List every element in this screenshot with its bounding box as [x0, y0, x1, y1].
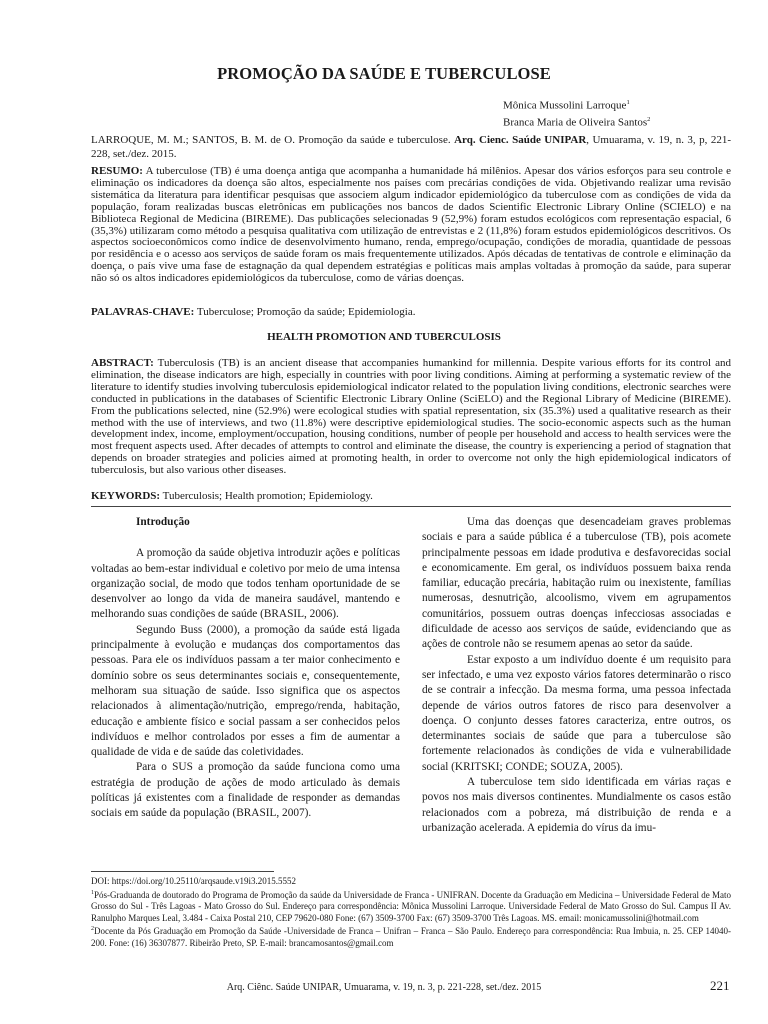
- doi-link[interactable]: DOI: https://doi.org/10.25110/arqsaude.v19i3.2015.5552: [91, 876, 296, 886]
- paragraph: A tuberculose tem sido identificada em várias raças e povos nos mais diversos continentes. Mundialmente os casos estão relacionados com a pobreza, má distribuição de renda e a urbanização acelerada. A epidemia do vírus da imu-: [422, 776, 731, 834]
- palavras-chave: [91, 306, 731, 319]
- section-heading-introducao: Introdução: [136, 516, 190, 528]
- article-title: PROMOÇÃO DA SAÚDE E TUBERCULOSE: [217, 64, 551, 83]
- resumo-label: RESUMO:: [91, 165, 143, 177]
- paragraph: A promoção da saúde objetiva introduzir ações e políticas voltadas ao bem-estar individual e coletivo por meio de uma intensa organização social, de modo que todos tenham oportunidade de se desenvolver ao longo da vida de maneira saudável, mantendo e melhorando suas condições de saúde (BRASIL, 2006).: [91, 547, 400, 621]
- palavras-chave-label: PALAVRAS-CHAVE:: [91, 306, 195, 318]
- left-column: [91, 515, 400, 822]
- paragraph: Segundo Buss (2000), a promoção da saúde está ligada principalmente à evolução e mudanças dos comportamentos das pessoas. Para ele os indivíduos passam a ter maior conhecimento e domínio sobre os seus determinantes sociais e, consequentemente, melhoram sua situação de saúde. Isso significa que os aspectos relacionados à alimentação/nutrição, emprego/renda, habitação, educação e ambiente físico e social passam a ser conhecidos pelos indivíduos e melhor controlados por esses a fim de aumentar a qualidade de vida e de saúde das coletividades.: [91, 623, 400, 759]
- footnote-1: [91, 888, 731, 925]
- right-column: [422, 515, 731, 836]
- palavras-chave-text: Tuberculose; Promoção da saúde; Epidemiologia.: [196, 306, 416, 318]
- paragraph: Estar exposto a um indivíduo doente é um requisito para ser infectado, e uma vez exposto vários fatores determinarão o risco de se contrair a infecção. Da mesma forma, uma pessoa infectada depende de vários outros fatores de risco para desenvolver a doença. O conjunto desses fatores caracteriza, entre outros, os determinantes sociais de saúde que para a tuberculose são fortemente relacionados às condições de vida e vulnerabilidade social (KRITSKI; CONDE; SOUZA, 2005).: [422, 653, 731, 773]
- author-name: Mônica Mussolini Larroque: [503, 99, 627, 112]
- abstract: [91, 358, 731, 477]
- keywords: [91, 490, 731, 503]
- resumo-text: A tuberculose (TB) é uma doença antiga que acompanha a humanidade há milênios. Apesar dos vários esforços para seu controle e eliminação os indicadores da doença são altos, especialmente nos países com precárias condições de vida. Objetivando realizar uma revisão sistemática da literatura para identificar pesquisas que associem algum indicador epidemiológico da tuberculose com as condições de vida da população, foram realizadas buscas eletrônicas em publicações nos bancos de dados Scientific Electronic Library Online (SCIELO) e na Biblioteca Regional de Medicina (BIREME). Das publicações selecionadas 9 (52,9%) foram estudos ecológicos com representação espacial, 6 (35,3%) utilizaram como método a pesquisa qualitativa com utilização de entrevistas e 2 (11,8%) foram estudos epidemiológicos descritivos. Os aspectos socioeconômicos como índice de desenvolvimento humano, renda, emprego/ocupação, condições de moradia, quantidade de pessoas por residência e o acesso aos serviços de saúde foram os mais frequentemente utilizados. Após décadas de tentativas de controle e eliminação da doença, o país vive uma fase de estagnação da qual dependem estratégias e políticas mais amplas voltadas à promoção da saúde, para superar não só os altos indicadores epidemiológicos da tuberculose, como de várias doenças.: [91, 165, 731, 285]
- author-footnote-mark: 2: [647, 115, 651, 123]
- citation-text: LARROQUE, M. M.; SANTOS, B. M. de O. Promoção da saúde e tuberculose.: [91, 134, 451, 146]
- footnote-text: Pós-Graduanda de doutorado do Programa de Promoção da saúde da Universidade de Franca - UNIFRAN. Docente da Graduação em Medicina – Universidade Federal de Mato Grosso do Sul - Três Lagoas - Mato Grosso do Sul. Endereço para correspondência: Mônica Mussolini Larroque. Universidade Federal de Mato Grosso do Sul. Campus II Av. Ranulpho Marques Leal, 3.484 - Caixa Postal 210, CEP 79620-080 Fone: (67) 3509-3700 Fax: (67) 3509-3700 Três Lagoas. MS. email: monicamussolini@hotmail.com: [91, 889, 731, 923]
- resumo: [91, 166, 731, 285]
- citation: [91, 134, 731, 161]
- author-name: Branca Maria de Oliveira Santos: [503, 116, 648, 129]
- abstract-text: Tuberculosis (TB) is an ancient disease that accompanies humankind for millennia. Despite various efforts for its control and elimination, the disease indicators are high, especially in countries with poor living conditions. Aiming at performing a systematic review of the literature to identify studies involving tuberculosis epidemiological indicator related to the population living conditions, electronic searches were conducted in publications in the databases of Scientific Electronic Library Online (SciELO) and the Regional Library of Medicine (BIREME). From the publications selected, nine (52.9%) were ecological studies with spatial representation, six (35.3%) used a qualitative research as their method with the use of interviews, and two (11.8%) were descriptive epidemiological studies. The socio-economic aspects such as the human development index, income, employment/occupation, housing conditions, number of people per household and access to health services were the most frequent aspects used. After decades of attempts to control and eliminate the disease, the country is experiencing a period of stagnation that depends on broader strategies and policies aimed at promoting health, in order to overcome not only the high epidemiological indicators of tuberculosis, but also various other diseases.: [91, 357, 731, 477]
- keywords-label: KEYWORDS:: [91, 490, 161, 502]
- english-title: HEALTH PROMOTION AND TUBERCULOSIS: [267, 331, 501, 343]
- footnote-text: Docente da Pós Graduação em Promoção da Saúde -Universidade de Franca – Unifran – Franca – São Paulo. Endereço para correspondência: Rua Imbuia, n. 25. CEP 14040-200. Fone: (16) 36307877. Ribeirão Preto, SP. E-mail: brancamosantos@gmail.com: [91, 926, 731, 948]
- keywords-text: Tuberculosis; Health promotion; Epidemiology.: [162, 490, 373, 502]
- footnote-mark: 1: [91, 889, 94, 896]
- footnote-mark: 2: [91, 926, 94, 933]
- page-number: 221: [710, 978, 730, 993]
- author-2: [503, 113, 650, 130]
- paragraph: Uma das doenças que desencadeiam graves problemas sociais e para a saúde pública é a tuberculose (TB), pois acomete principalmente pessoas em idade produtiva e desfavorecidas social e economicamente. Em geral, os indivíduos possuem baixa renda familiar, educação precária, habitação ruim ou inexistente, famílias numerosas, desnutrição, alcoolismo, vivem em agrupamentos comunitários, possuem outras doenças infecciosas associadas e dificuldade de acesso aos serviços de saúde, evidenciando que as ações de controle não se resumem apenas ao setor da saúde.: [422, 516, 731, 651]
- author-list: [503, 96, 650, 129]
- author-footnote-mark: 1: [626, 99, 630, 106]
- citation-rest: , Umuarama, v. 19, n. 3, p, 221-228, set./dez. 2015.: [91, 134, 732, 160]
- paragraph: Para o SUS a promoção da saúde funciona como uma estratégia de produção de ações de modo articulado às demais políticas já existentes com a finalidade de responder as demandas sociais em saúde da população (BRASIL, 2007).: [91, 761, 400, 820]
- running-footer: Arq. Ciênc. Saúde UNIPAR, Umuarama, v. 19, n. 3, p. 221-228, set./dez. 2015: [226, 982, 542, 993]
- author-1: [503, 96, 650, 113]
- section-divider: [91, 506, 731, 507]
- citation-journal: Arq. Cienc. Saúde UNIPAR: [454, 134, 587, 146]
- footnote-divider: [91, 871, 274, 872]
- footnotes: [91, 876, 731, 950]
- abstract-label: ABSTRACT:: [91, 357, 154, 369]
- footnote-2: [91, 924, 731, 949]
